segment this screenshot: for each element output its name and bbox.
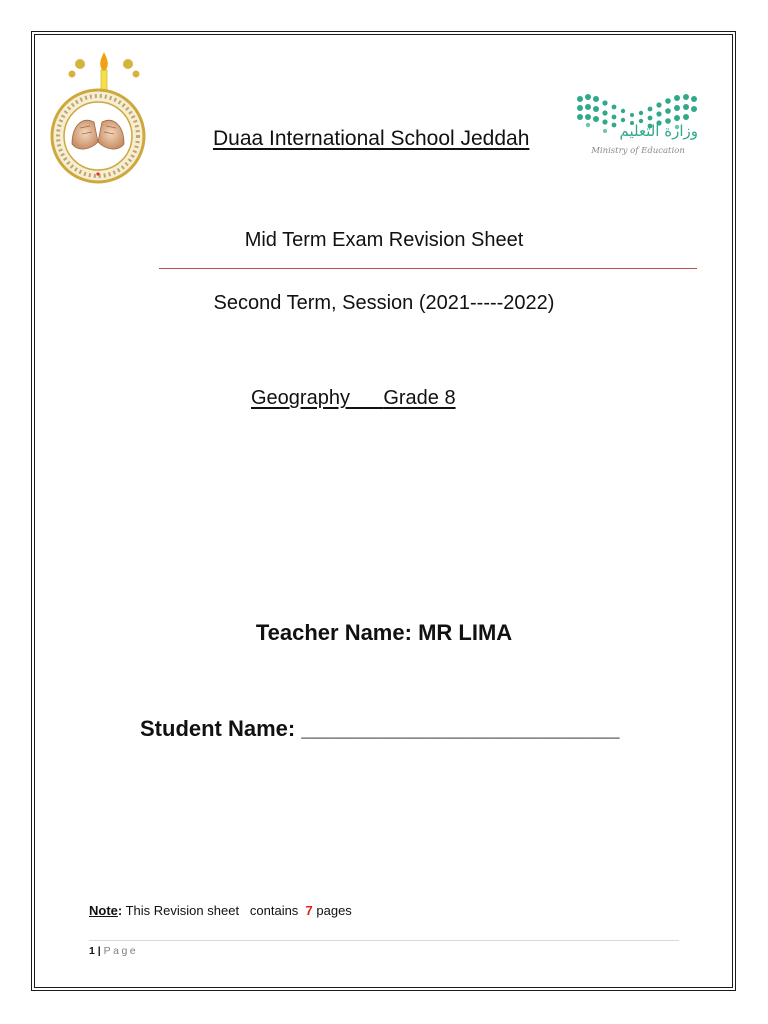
page-label: Page	[103, 945, 139, 957]
term-session: Second Term, Session (2021-----2022)	[213, 292, 555, 314]
teacher-label: Teacher Name:	[255, 620, 412, 645]
student-label: Student Name:	[140, 716, 296, 741]
teacher-name-line	[0, 620, 768, 646]
footer-divider	[89, 940, 679, 941]
teacher-name: MR LIMA	[418, 620, 513, 645]
student-name-line	[140, 716, 620, 742]
ministry-name-arabic: وزارة التعليم	[619, 122, 698, 140]
exam-title: Mid Term Exam Revision Sheet	[244, 229, 524, 251]
note-page-count: 7	[305, 903, 313, 918]
page-number: 1	[89, 945, 95, 957]
note-text-before: This Revision sheet contains	[122, 903, 306, 918]
ministry-name-english: Ministry of Education	[591, 146, 685, 156]
school-name: Duaa International School Jeddah	[213, 127, 530, 150]
note-label: Note	[89, 903, 118, 918]
note-text-after: pages	[312, 903, 352, 918]
subject-name: Geography	[251, 387, 350, 409]
title-divider	[159, 268, 697, 269]
grade-level: Grade 8	[383, 387, 456, 409]
student-name-blank: __________________________	[301, 716, 620, 741]
subject-grade-line	[251, 387, 456, 410]
page-footer	[89, 945, 138, 957]
footer-separator: |	[94, 945, 104, 957]
school-logo-icon	[42, 46, 162, 186]
note: Note: This Revision sheet contains 7 pages	[89, 903, 352, 918]
